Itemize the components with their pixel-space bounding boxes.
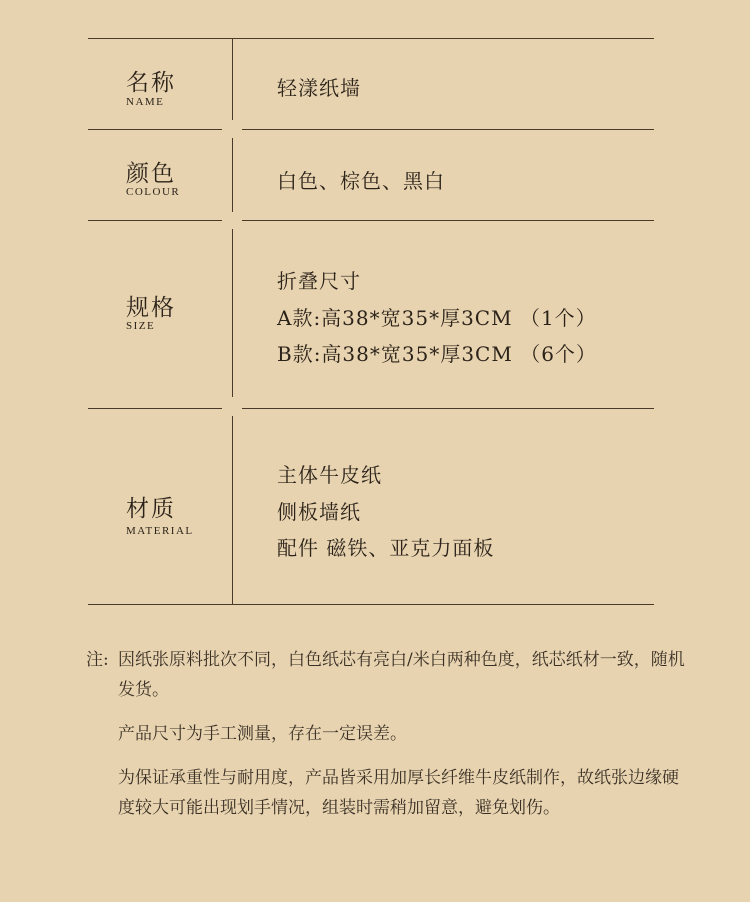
row-label-size-en: SIZE (126, 320, 156, 332)
note-text: 因纸张原料批次不同，白色纸芯有亮白/米白两种色度，纸芯纸材一致，随机发货。 (118, 650, 685, 700)
column-divider (232, 416, 233, 604)
column-divider (232, 38, 233, 120)
note-paragraph (86, 645, 686, 705)
row-divider (242, 408, 654, 409)
material-side: 侧板墙纸 (277, 500, 361, 524)
table-top-border (88, 38, 654, 39)
note-paragraph (86, 763, 686, 823)
row-divider (88, 129, 222, 130)
material-main: 主体牛皮纸 (277, 463, 382, 487)
row-label-material-en: MATERIAL (126, 525, 194, 537)
row-label-colour-en: COLOUR (126, 186, 181, 198)
table-bottom-border (88, 604, 654, 605)
size-heading: 折叠尺寸 (277, 269, 361, 293)
note-prefix: 注: (86, 650, 109, 670)
row-divider (242, 129, 654, 130)
row-divider (88, 408, 222, 409)
row-label-material: 材质 (126, 496, 176, 522)
note-paragraph (86, 719, 686, 749)
row-label-size: 规格 (126, 295, 176, 321)
notes-section (86, 645, 686, 837)
row-label-colour: 颜色 (126, 161, 176, 187)
row-divider (242, 220, 654, 221)
column-divider (232, 138, 233, 212)
name-value: 轻漾纸墙 (277, 76, 361, 100)
row-label-name-en: NAME (126, 96, 165, 108)
size-value-b: B款:高38*宽35*厚3CM （6个） (277, 342, 597, 366)
colour-value: 白色、棕色、黑白 (277, 169, 445, 193)
size-value-a: A款:高38*宽35*厚3CM （1个） (277, 306, 597, 330)
note-text: 产品尺寸为手工测量，存在一定误差。 (118, 724, 407, 744)
row-divider (88, 220, 222, 221)
material-accessories: 配件 磁铁、亚克力面板 (277, 536, 495, 560)
note-text: 为保证承重性与耐用度，产品皆采用加厚长纤维牛皮纸制作，故纸张边缘硬度较大可能出现划手情况，组装时需稍加留意，避免划伤。 (118, 768, 679, 818)
row-label-name: 名称 (126, 70, 176, 96)
column-divider (232, 229, 233, 397)
